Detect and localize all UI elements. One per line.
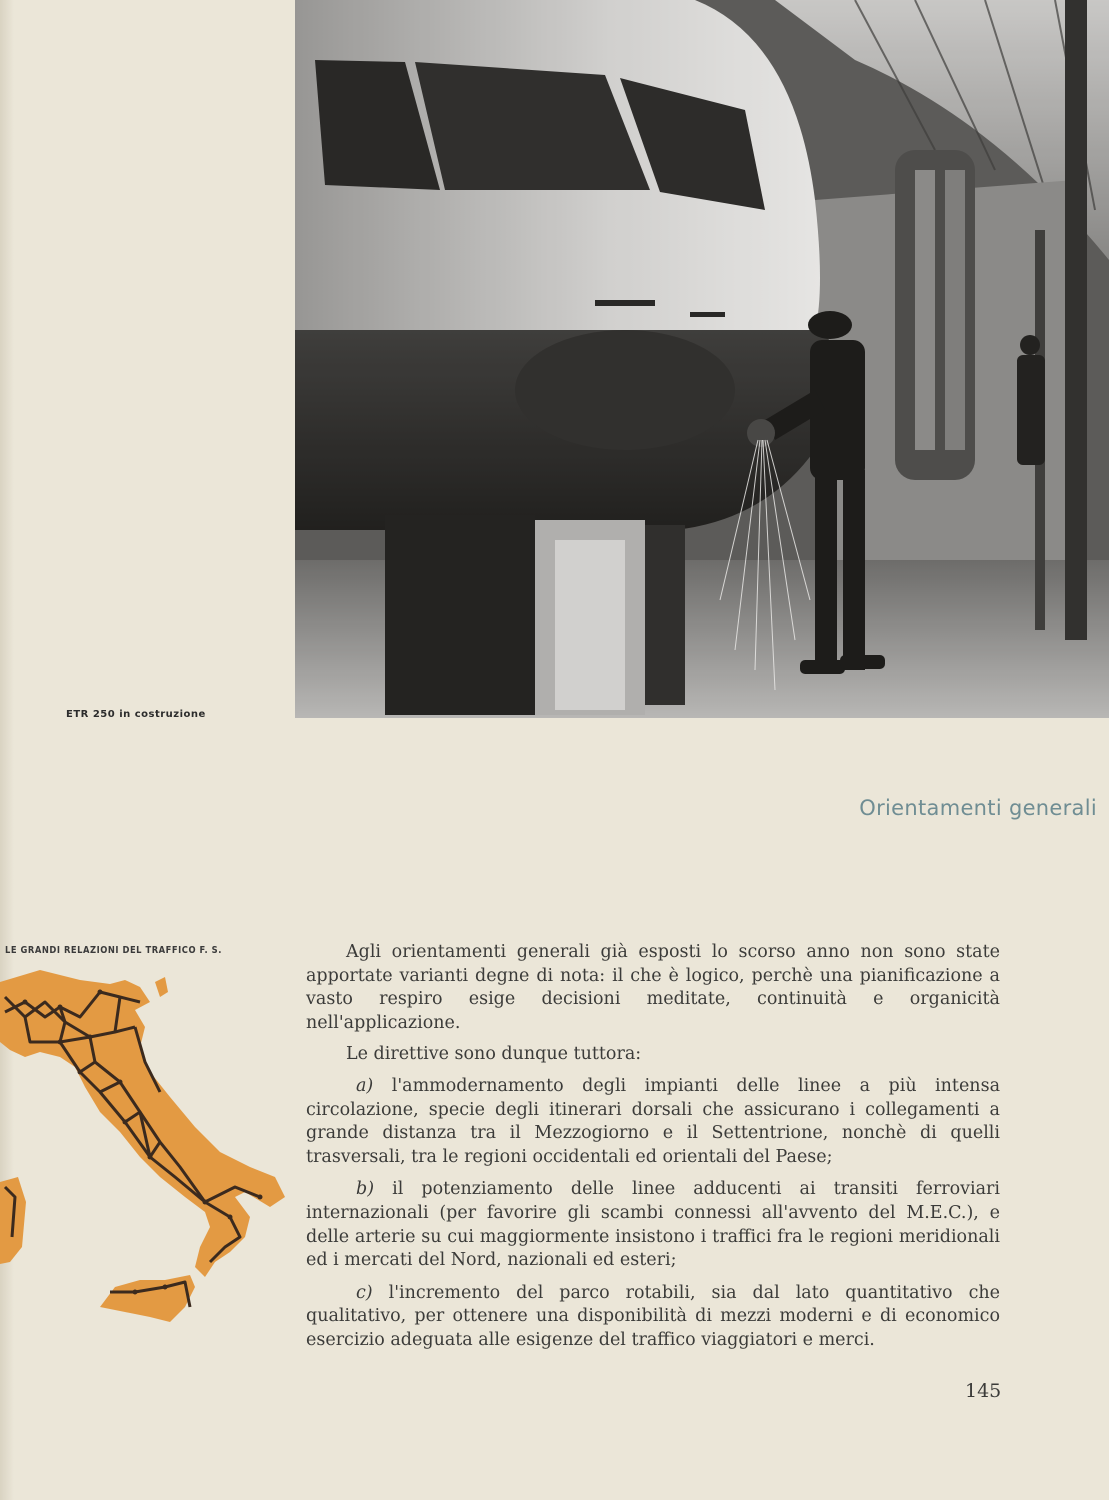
train-construction-photo — [295, 0, 1109, 718]
directive-c-text: l'incremento del parco rotabili, sia dal lato quantitativo che qualitativo, per ottenere una disponibilità di mezzi moderni e di economico esercizio adeguata alle esigenze del traffico viaggiatori e merci. — [306, 1282, 1000, 1350]
page-number: 145 — [965, 1380, 1002, 1402]
directive-c-label: c) — [356, 1282, 373, 1303]
paragraph-intro: Agli orientamenti generali già esposti lo scorso anno non sono state apportate varianti degne di nota: il che è logico, perchè una pianificazione a vasto respiro esige decisioni meditate, continuità e organicità nell'applicazione. — [306, 942, 1000, 1033]
directive-b-text: il potenziamento delle linee adducenti ai transiti ferroviari internazionali (per favorire gli scambi connessi all'avvento del M.E.C.), e delle arterie su cui maggiormente insistono i traffici fra le regioni meridionali ed i mercati del Nord, nazionali ed esteri; — [306, 1179, 1000, 1271]
directive-a-label: a) — [356, 1075, 374, 1096]
body-text — [306, 941, 1000, 1362]
section-title: Orientamenti generali — [859, 796, 1097, 820]
italy-rail-map — [0, 962, 290, 1322]
paragraph-directives: Le direttive sono dunque tuttora: — [346, 1044, 642, 1065]
directive-b-label: b) — [356, 1179, 375, 1200]
photo-caption: ETR 250 in costruzione — [66, 709, 206, 720]
map-title: LE GRANDI RELAZIONI DEL TRAFFICO F. S. — [5, 945, 222, 956]
directive-c — [306, 1282, 1000, 1353]
directive-a — [306, 1075, 1000, 1169]
directive-b — [306, 1178, 1000, 1272]
directive-a-text: l'ammodernamento degli impianti delle linee a più intensa circolazione, specie degli itinerari dorsali che assicurano i collegamenti a grande distanza tra il Mezzogiorno e il Settentrione, nonchè di quelli trasversali, tra le regioni occidentali ed orientali del Paese; — [306, 1075, 1000, 1167]
